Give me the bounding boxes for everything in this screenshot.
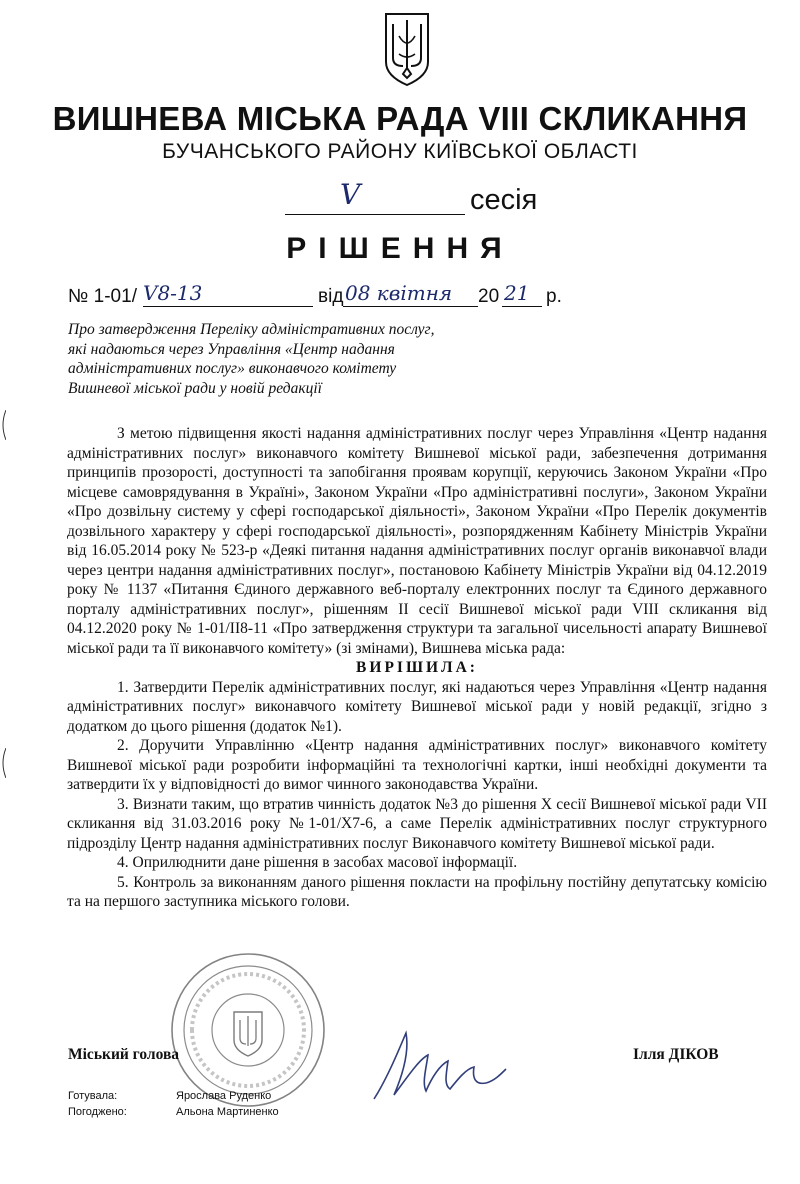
session-word: сесія xyxy=(470,184,538,216)
decision-date-handwritten: 08 квітня xyxy=(345,281,453,305)
decision-date-label: від xyxy=(318,286,344,307)
decision-year-suffix: р. xyxy=(546,286,562,307)
resolution-item-1: 1. Затвердити Перелік адміністративних послуг, які надаються через Управління «Центр надання адміністративних послуг» виконавчого комітету Вишневої міської ради у новій редакції, згідно з додатком до цього рішення (додаток №1). xyxy=(67,678,767,735)
decision-year-handwritten: 21 xyxy=(504,281,530,305)
decision-year-prefix: 20 xyxy=(478,286,500,307)
decision-subject: Про затвердження Переліку адміністративних послуг, які надаються через Управління «Центр надання адміністративних послуг» виконавчого комітету Вишневої міської ради у новій редакції xyxy=(68,321,435,397)
agreed-by-label: Погоджено: xyxy=(68,1106,127,1118)
resolved-heading: ВИРІШИЛА: xyxy=(356,659,478,676)
mayor-label: Міський голова xyxy=(68,1046,180,1063)
session-number: V xyxy=(340,178,361,211)
council-title: ВИШНЕВА МІСЬКА РАДА VIII СКЛИКАННЯ xyxy=(52,100,748,137)
handwritten-signature-icon xyxy=(370,1025,510,1105)
resolution-item-4: 4. Оприлюднити дане рішення в засобах масової інформації. xyxy=(117,854,518,871)
decision-body xyxy=(67,424,767,912)
decision-number-handwritten: V8-13 xyxy=(143,281,203,305)
margin-scan-mark xyxy=(0,748,6,778)
resolution-item-3: 3. Визнати таким, що втратив чинність додаток №3 до рішення Х сесії Вишневої міської ради VII скликання від 31.03.2016 року №1-01/Х7-6, а саме Перелік адміністративних послуг структурного підрозділу Центр надання адміністративних послуг Виконавчого комітету Вишневої міської ради. xyxy=(67,795,767,852)
decision-number-label: № 1-01/ xyxy=(68,286,137,307)
round-official-seal-icon xyxy=(168,950,328,1110)
resolution-item-2: 2. Доручити Управлінню «Центр надання адміністративних послуг» виконавчого комітету Вишневої міської ради розробити інформаційні та технологічні картки, інші необхідні документи та затвердити їх у відповідності до вимог чинного законодавства України. xyxy=(67,737,767,793)
decision-title: РІШЕННЯ xyxy=(286,232,514,265)
prepared-by-name: Ярослава Руденко xyxy=(176,1090,272,1102)
mayor-name: Ілля ДІКОВ xyxy=(633,1046,719,1063)
margin-scan-mark xyxy=(0,410,6,440)
session-number-line xyxy=(285,186,465,215)
preamble-paragraph: З метою підвищення якості надання адміністративних послуг через Управління «Центр надання адміністративних послуг» виконавчого комітету Вишневої міської ради, забезпечення дотримання принципів прозорості, доступності та запобігання проявам корупції, керуючись Законом України «Про місцеве самоврядування в Україні», Законом України «Про адміністративні послуги», Законом України «Про дозвільну систему у сфері господарської діяльності», Законом України «Про Перелік документів дозвільного характеру у сфері господарської діяльності», розпорядженням Кабінету Міністрів України від 16.05.2014 року № 523-р «Деякі питання надання адміністративних послуг органів виконавчої влади через центри надання адміністративних послуг», постановою Кабінету Міністрів України від 04.12.2019 року № 1137 «Питання Єдиного державного веб-порталу електронних послуг та Єдиного державного порталу адміністративних послуг», рішенням ІІ сесії Вишневої міської ради VIII скликання від 04.12.2020 року № 1-01/ІІ8-11 «Про затвердження структури та загальної чисельності апарату Вишневої міської ради та її виконавчого комітету» (зі змінами), Вишнева міська рада: xyxy=(67,425,767,657)
resolution-item-5: 5. Контроль за виконанням даного рішення покласти на профільну постійну депутатську комісію та на першого заступника міського голови. xyxy=(67,873,767,910)
council-subtitle: БУЧАНСЬКОГО РАЙОНУ КИЇВСЬКОЇ ОБЛАСТІ xyxy=(162,140,638,163)
agreed-by-name: Альона Мартиненко xyxy=(176,1106,279,1118)
ukraine-trident-coat-of-arms-icon xyxy=(383,10,431,88)
prepared-by-label: Готувала: xyxy=(68,1090,118,1102)
